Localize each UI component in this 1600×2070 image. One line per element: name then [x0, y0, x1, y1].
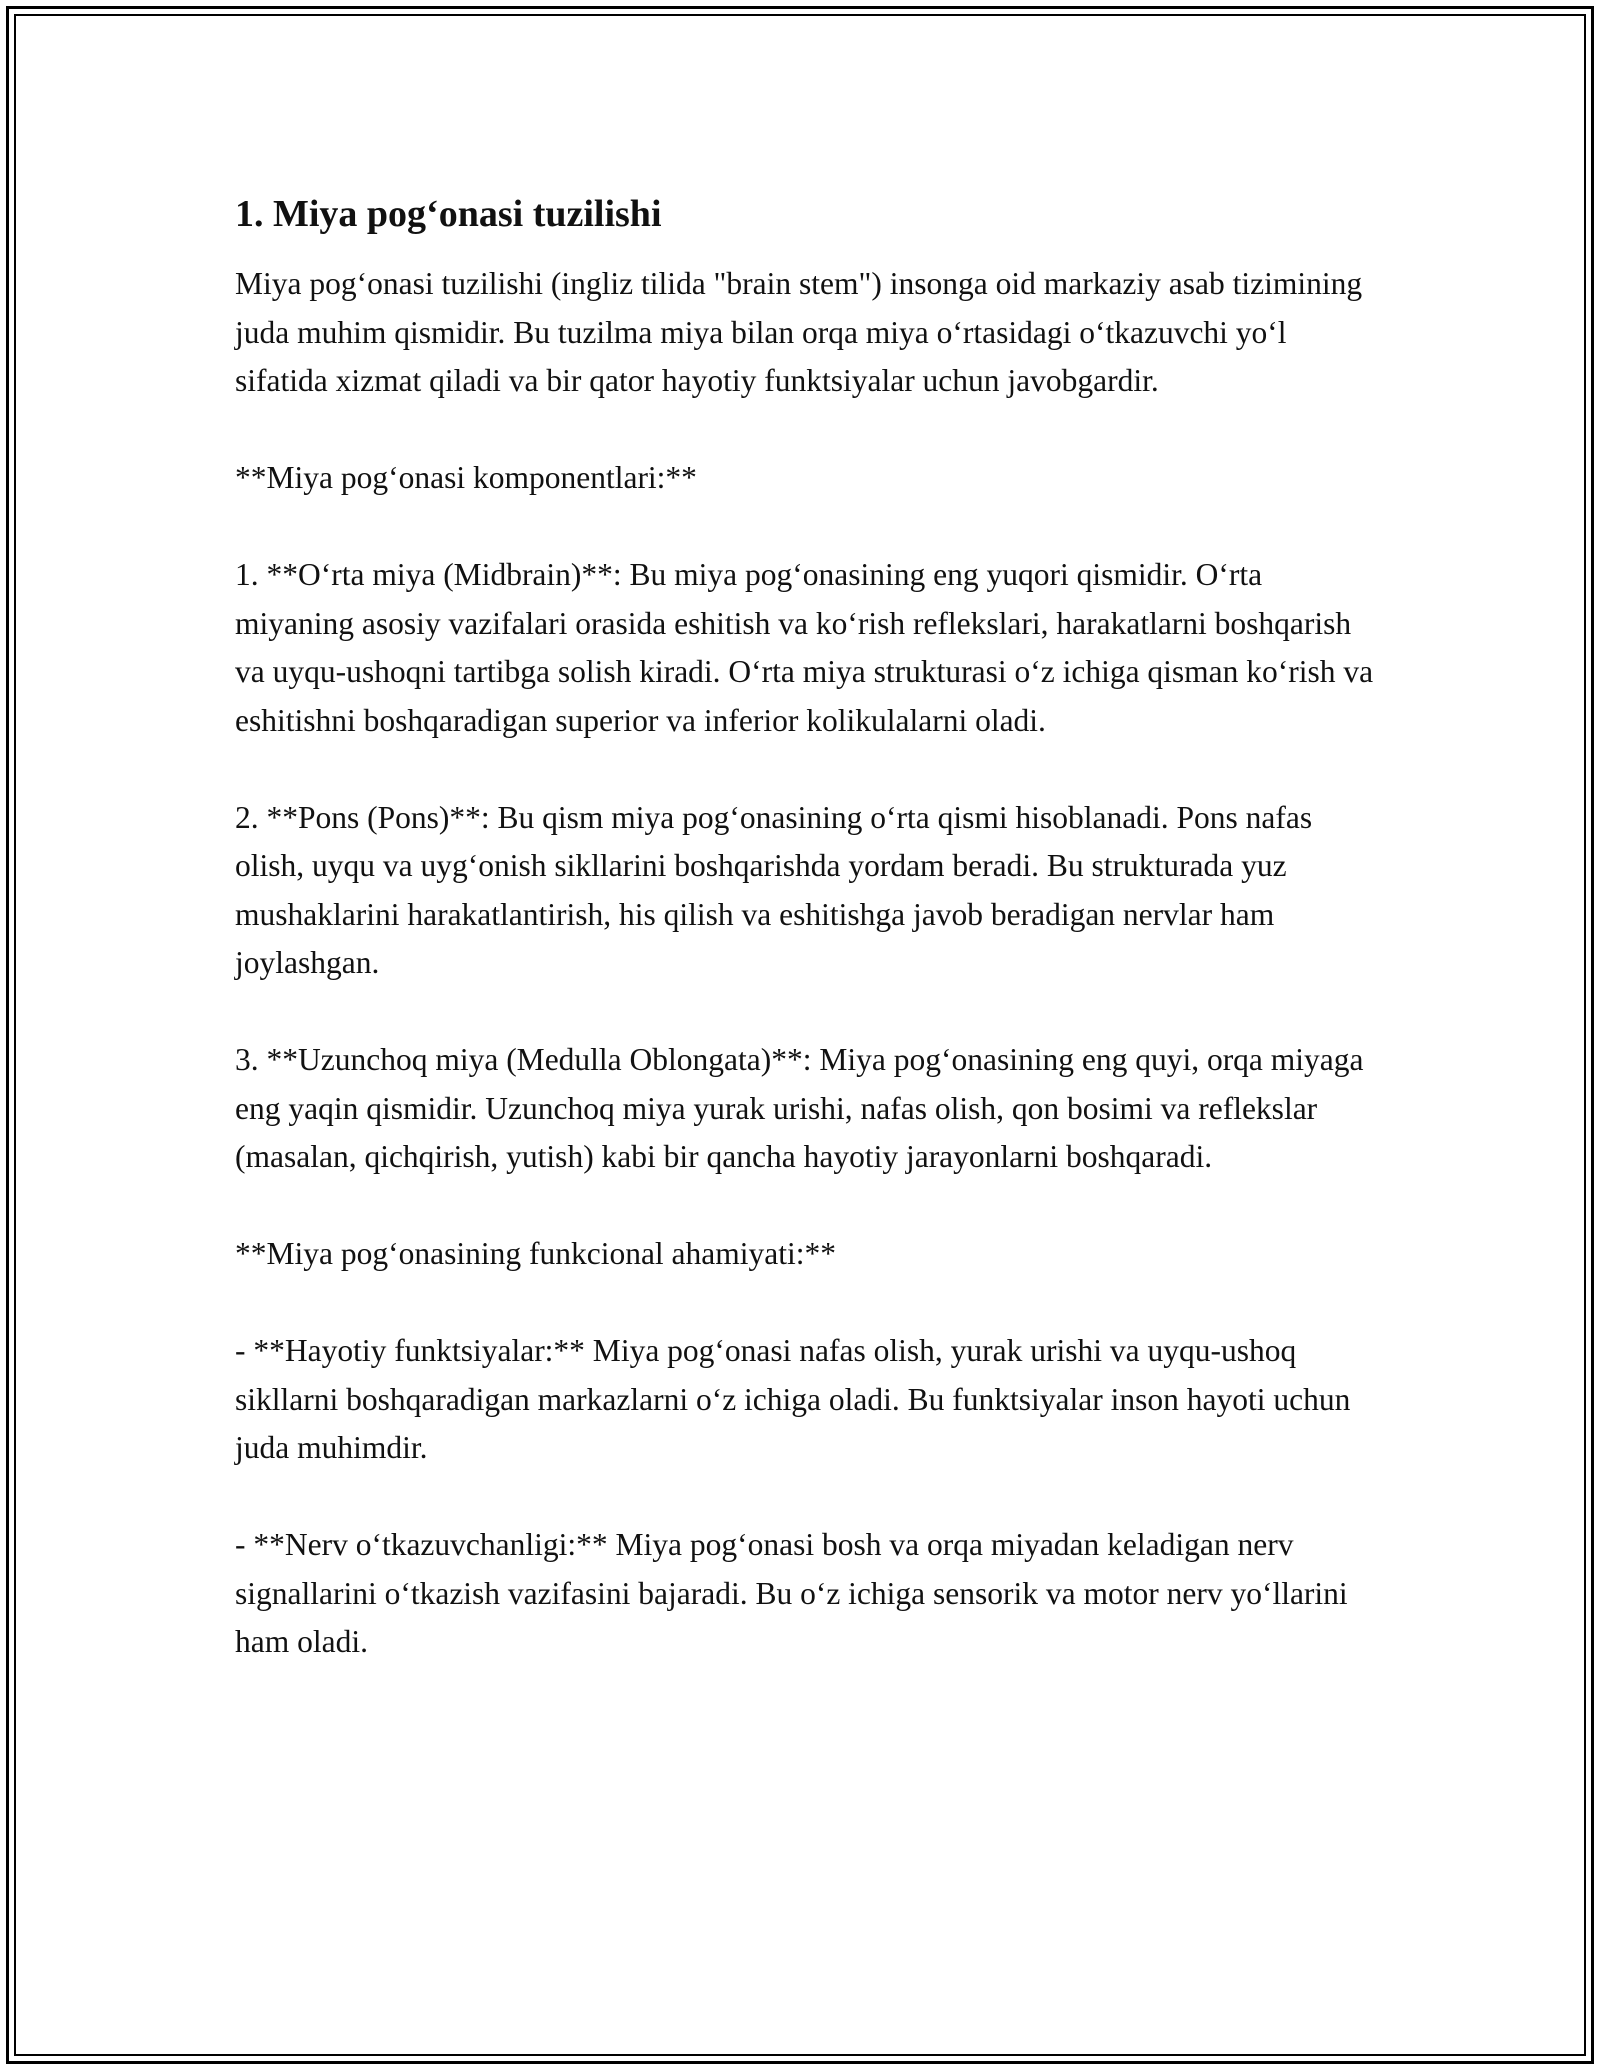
midbrain-paragraph: 1. **O‘rta miya (Midbrain)**: Bu miya pog‘onasining eng yuqori qismidir. O‘rta miyaning asosiy vazifalari orasida eshitish va ko‘rish reflekslari, harakatlarni boshqarish va uyqu-ushoqni tartibga solish kiradi. O‘rta miya strukturasi o‘z ichiga qisman ko‘rish va eshitishni boshqaradigan superior va inferior kolikulalarni oladi. — [235, 557, 1374, 738]
pons-paragraph: 2. **Pons (Pons)**: Bu qism miya pog‘onasining o‘rta qismi hisoblanadi. Pons nafas olish, uyqu va uyg‘onish sikllarini boshqarishda yordam beradi. Bu strukturada yuz mushaklarini harakatlantirish, his qilish va eshitishga javob beradigan nervlar ham joylashgan. — [235, 799, 1313, 980]
document-title: 1. Miya pog‘onasi tuzilishi — [235, 193, 662, 235]
nerve-conduction-paragraph: - **Nerv o‘tkazuvchanligi:** Miya pog‘onasi bosh va orqa miyadan keladigan nerv signallarini o‘tkazish vazifasini bajaradi. Bu o‘z ichiga sensorik va motor nerv yo‘llarini ham oladi. — [235, 1527, 1348, 1659]
medulla-paragraph: 3. **Uzunchoq miya (Medulla Oblongata)**: Miya pog‘onasining eng quyi, orqa miyaga eng yaqin qismidir. Uzunchoq miya yurak urishi, nafas olish, qon bosimi va reflekslar (masalan, qichqirish, yutish) kabi bir qancha hayotiy jarayonlarni boshqaradi. — [235, 1042, 1364, 1174]
vital-functions-paragraph: - **Hayotiy funktsiyalar:** Miya pog‘onasi nafas olish, yurak urishi va uyqu-ushoq sikllarni boshqaradigan markazlarni o‘z ichiga oladi. Bu funktsiyalar inson hayoti uchun juda muhimdir. — [235, 1333, 1351, 1465]
functional-heading: **Miya pog‘onasining funkcional ahamiyati:** — [235, 1236, 837, 1271]
document-body — [235, 190, 1375, 1715]
intro-paragraph: Miya pog‘onasi tuzilishi (ingliz tilida "brain stem") insonga oid markaziy asab tizimining juda muhim qismidir. Bu tuzilma miya bilan orqa miya o‘rtasidagi o‘tkazuvchi yo‘l sifatida xizmat qiladi va bir qator hayotiy funktsiyalar uchun javobgardir. — [235, 266, 1363, 398]
components-heading: **Miya pog‘onasi komponentlari:** — [235, 460, 697, 495]
